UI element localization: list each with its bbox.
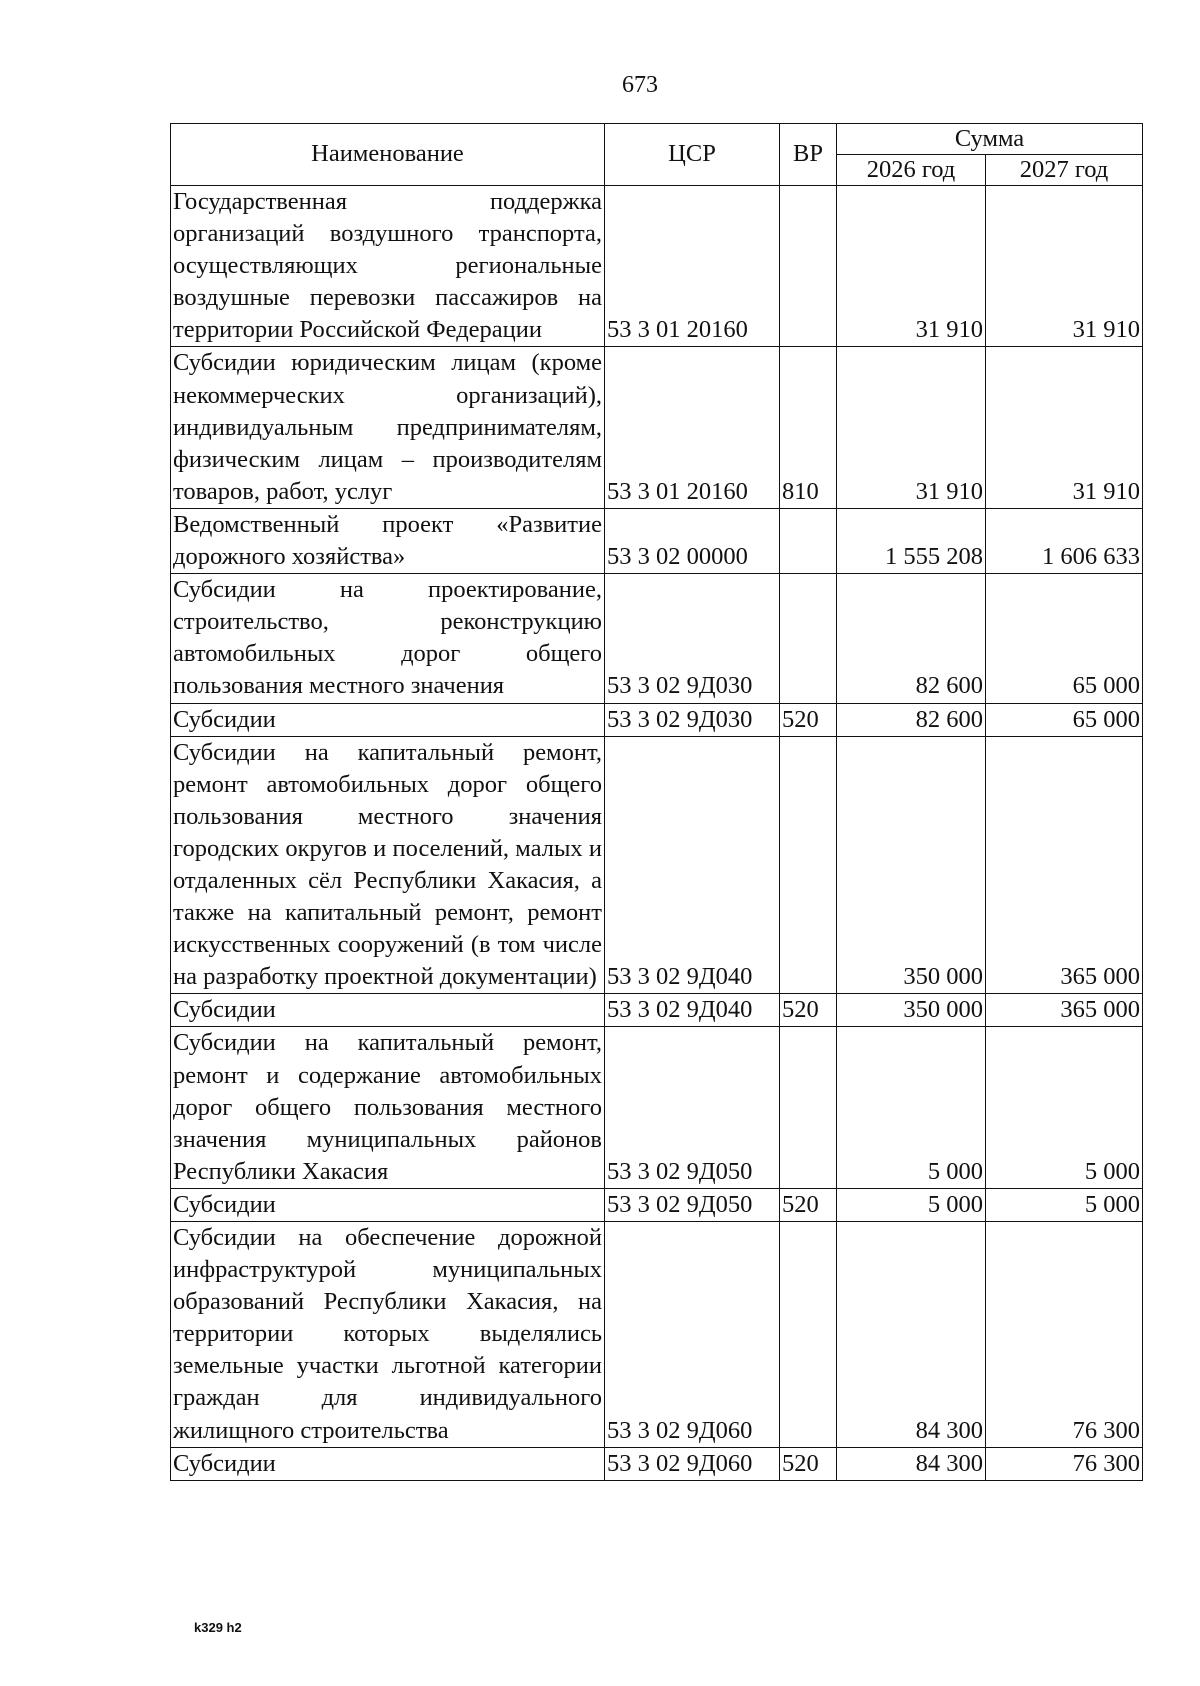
row-amount-2027-cell: 65 000 (986, 574, 1143, 703)
row-amount-2026-cell: 350 000 (837, 736, 986, 994)
page-number: 673 (622, 72, 658, 98)
budget-table (170, 123, 1143, 1481)
row-vr-cell: 520 (780, 1188, 837, 1221)
header-csr: ЦСР (605, 124, 780, 186)
table-row (171, 1447, 1143, 1480)
table-row (171, 574, 1143, 703)
row-csr-cell: 53 3 02 00000 (605, 508, 780, 573)
table-row (171, 347, 1143, 508)
row-csr-cell: 53 3 02 9Д040 (605, 994, 780, 1027)
row-amount-2026-cell: 5 000 (837, 1188, 986, 1221)
row-amount-2026-cell: 31 910 (837, 347, 986, 508)
row-vr-cell (780, 186, 837, 347)
row-amount-2026-cell: 82 600 (837, 574, 986, 703)
row-vr-cell (780, 508, 837, 573)
row-name-cell: Субсидии на капитальный ремонт, ремонт автомобильных дорог общего пользования местного значения городских округов и поселений, малых и отдаленных сёл Республики Хакасия, а также на капитальный ремонт, ремонт искусственных сооружений (в том числе на разработку проектной документации) (171, 736, 605, 994)
row-csr-cell: 53 3 02 9Д050 (605, 1188, 780, 1221)
row-csr-cell: 53 3 02 9Д030 (605, 574, 780, 703)
row-csr-cell: 53 3 02 9Д060 (605, 1222, 780, 1448)
footer-code: k329 h2 (194, 1620, 242, 1635)
table-row (171, 508, 1143, 573)
row-amount-2026-cell: 82 600 (837, 703, 986, 736)
header-sum: Сумма (837, 124, 1143, 155)
row-amount-2027-cell: 1 606 633 (986, 508, 1143, 573)
row-name-cell: Субсидии на обеспечение дорожной инфраструктурой муниципальных образований Республики Хакасия, на территории которых выделялись земельные участки льготной категории граждан для индивидуального жилищного строительства (171, 1222, 605, 1448)
table-row (171, 736, 1143, 994)
header-year-2026: 2026 год (837, 155, 986, 186)
row-name-cell: Субсидии на капитальный ремонт, ремонт и содержание автомобильных дорог общего пользования местного значения муниципальных районов Республики Хакасия (171, 1027, 605, 1188)
row-csr-cell: 53 3 02 9Д060 (605, 1447, 780, 1480)
table-row (171, 1222, 1143, 1448)
row-vr-cell (780, 1222, 837, 1448)
row-name-cell: Субсидии (171, 1188, 605, 1221)
row-amount-2027-cell: 5 000 (986, 1188, 1143, 1221)
row-amount-2027-cell: 31 910 (986, 347, 1143, 508)
row-name-cell: Государственная поддержка организаций воздушного транспорта, осуществляющих региональные воздушные перевозки пассажиров на территории Российской Федерации (171, 186, 605, 347)
row-amount-2027-cell: 5 000 (986, 1027, 1143, 1188)
row-name-cell: Субсидии (171, 1447, 605, 1480)
row-name-cell: Ведомственный проект «Развитие дорожного хозяйства» (171, 508, 605, 573)
header-year-2027: 2027 год (986, 155, 1143, 186)
row-amount-2026-cell: 5 000 (837, 1027, 986, 1188)
table-header (171, 124, 1143, 186)
row-name-cell: Субсидии (171, 703, 605, 736)
row-amount-2027-cell: 76 300 (986, 1222, 1143, 1448)
table-body (171, 186, 1143, 1481)
row-amount-2026-cell: 84 300 (837, 1447, 986, 1480)
header-vr: ВР (780, 124, 837, 186)
table-row (171, 703, 1143, 736)
row-vr-cell (780, 574, 837, 703)
row-amount-2027-cell: 365 000 (986, 736, 1143, 994)
row-csr-cell: 53 3 02 9Д040 (605, 736, 780, 994)
row-amount-2026-cell: 31 910 (837, 186, 986, 347)
row-vr-cell (780, 1027, 837, 1188)
header-name: Наименование (171, 124, 605, 186)
table-row (171, 994, 1143, 1027)
row-amount-2027-cell: 365 000 (986, 994, 1143, 1027)
table-row (171, 1188, 1143, 1221)
row-amount-2026-cell: 350 000 (837, 994, 986, 1027)
row-vr-cell: 520 (780, 994, 837, 1027)
table-row (171, 186, 1143, 347)
row-amount-2027-cell: 31 910 (986, 186, 1143, 347)
row-csr-cell: 53 3 01 20160 (605, 347, 780, 508)
table-row (171, 1027, 1143, 1188)
row-name-cell: Субсидии на проектирование, строительство, реконструкцию автомобильных дорог общего пользования местного значения (171, 574, 605, 703)
row-vr-cell: 520 (780, 1447, 837, 1480)
row-name-cell: Субсидии (171, 994, 605, 1027)
row-vr-cell (780, 736, 837, 994)
row-amount-2027-cell: 65 000 (986, 703, 1143, 736)
row-csr-cell: 53 3 01 20160 (605, 186, 780, 347)
row-csr-cell: 53 3 02 9Д050 (605, 1027, 780, 1188)
row-csr-cell: 53 3 02 9Д030 (605, 703, 780, 736)
row-amount-2026-cell: 1 555 208 (837, 508, 986, 573)
row-name-cell: Субсидии юридическим лицам (кроме некоммерческих организаций), индивидуальным предпринимателям, физическим лицам – производителям товаров, работ, услуг (171, 347, 605, 508)
row-amount-2027-cell: 76 300 (986, 1447, 1143, 1480)
row-vr-cell: 810 (780, 347, 837, 508)
row-vr-cell: 520 (780, 703, 837, 736)
row-amount-2026-cell: 84 300 (837, 1222, 986, 1448)
